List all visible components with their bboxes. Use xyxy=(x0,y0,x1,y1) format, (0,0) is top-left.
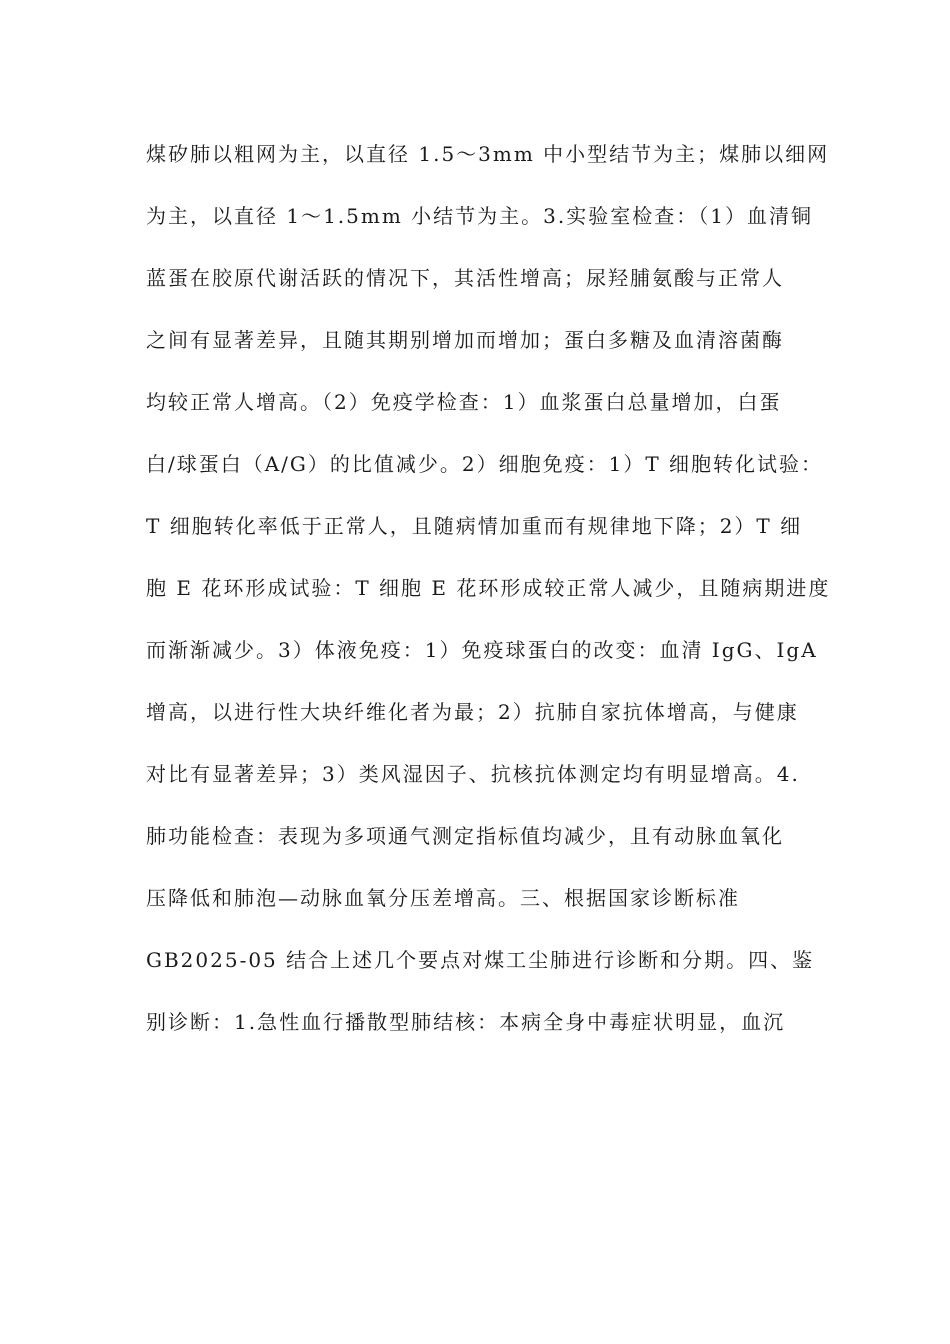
text-line: 煤矽肺以粗网为主，以直径 1.5～3mm 中小型结节为主；煤肺以细网 xyxy=(146,142,830,166)
text-line: 对比有显著差异；3）类风湿因子、抗核抗体测定均有明显增高。4. xyxy=(146,762,800,786)
text-line: 白/球蛋白（A/G）的比值减少。2）细胞免疫：1）T 细胞转化试验： xyxy=(146,452,824,476)
body-text xyxy=(146,134,831,1064)
text-line: T 细胞转化率低于正常人，且随病情加重而有规律地下降；2）T 细 xyxy=(146,514,803,538)
text-line: 蓝蛋在胶原代谢活跃的情况下，其活性增高；尿羟脯氨酸与正常人 xyxy=(146,266,784,290)
text-line: 胞 E 花环形成试验：T 细胞 E 花环形成较正常人减少，且随病期进度 xyxy=(146,576,831,600)
text-line: 压降低和肺泡—动脉血氧分压差增高。三、根据国家诊断标准 xyxy=(146,886,740,910)
text-line: 均较正常人增高。（2）免疫学检查：1）血浆蛋白总量增加，白蛋 xyxy=(146,390,782,414)
text-line: GB2025-05 结合上述几个要点对煤工尘肺进行诊断和分期。四、鉴 xyxy=(146,948,815,972)
text-line: 肺功能检查：表现为多项通气测定指标值均减少，且有动脉血氧化 xyxy=(146,824,784,848)
text-line: 别诊断：1.急性血行播散型肺结核：本病全身中毒症状明显，血沉 xyxy=(146,1010,786,1034)
text-line: 增高，以进行性大块纤维化者为最；2）抗肺自家抗体增高，与健康 xyxy=(146,700,799,724)
text-line: 之间有显著差异，且随其期别增加而增加；蛋白多糖及血清溶菌酶 xyxy=(146,328,784,352)
text-line: 为主，以直径 1～1.5mm 小结节为主。3.实验室检查：（1）血清铜 xyxy=(146,204,813,228)
text-line: 而渐渐减少。3）体液免疫：1）免疫球蛋白的改变：血清 IgG、IgA xyxy=(146,638,818,662)
